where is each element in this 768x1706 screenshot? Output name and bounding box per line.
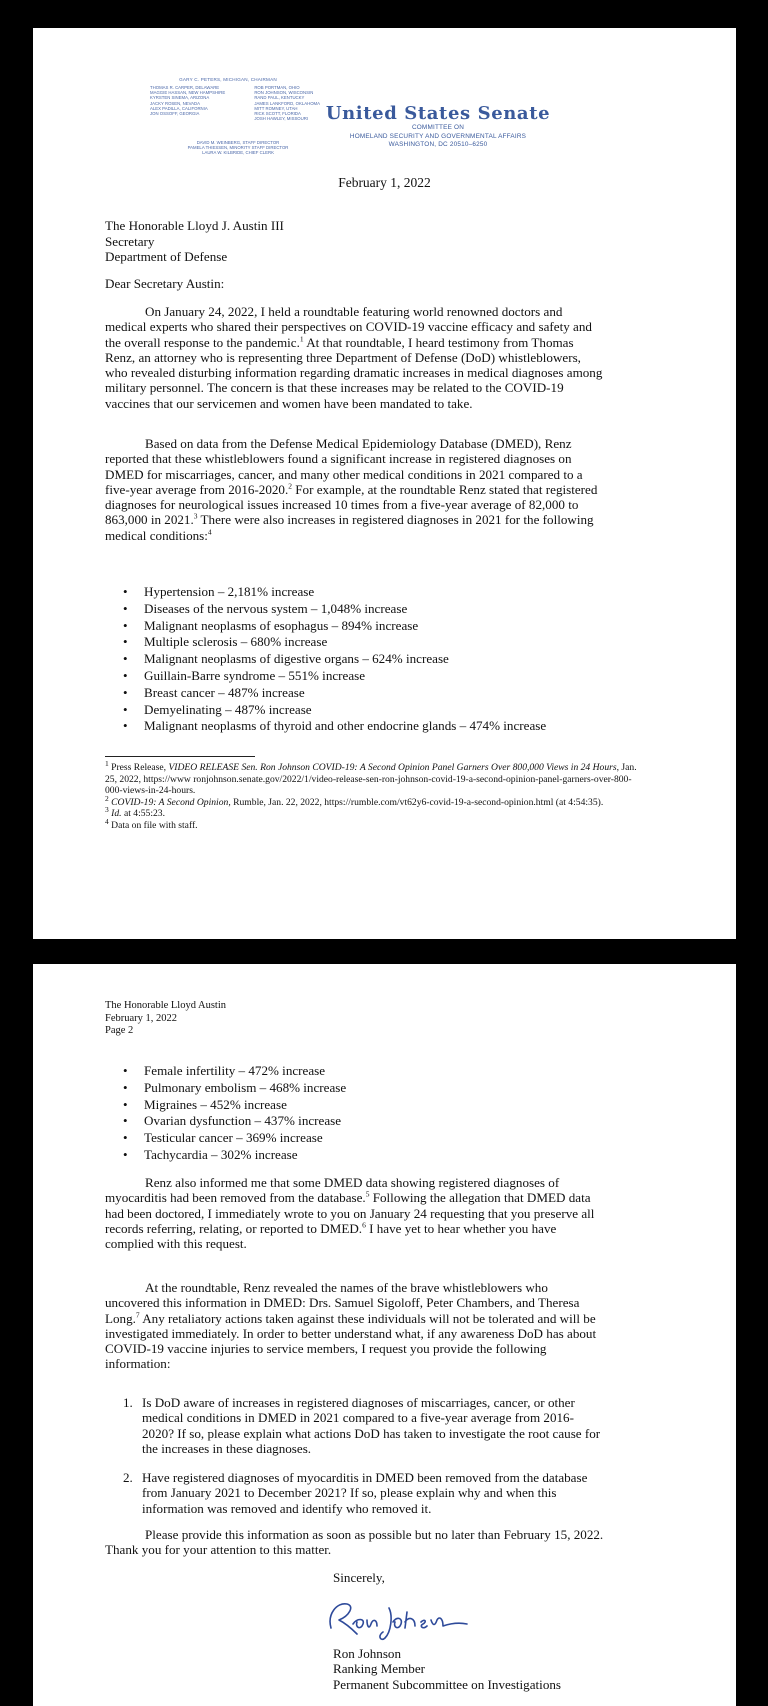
- member-name: THOMAS R. CARPER, DELAWARE: [150, 85, 220, 90]
- footnote-ref: 1: [299, 334, 304, 344]
- member-name: RAND PAUL, KENTUCKY: [254, 95, 305, 101]
- letterhead-members: [150, 85, 320, 121]
- condition-item: • Female infertility – 472% increase: [105, 1063, 346, 1080]
- header-page-number: Page 2: [105, 1025, 134, 1036]
- paragraph-1: [105, 304, 605, 411]
- letterhead-staff: [138, 140, 338, 156]
- senate-title: United States Senate: [325, 103, 551, 124]
- signer-name: Ron Johnson: [333, 1646, 402, 1661]
- text-run: Renz also informed me that some DMED data showing registered diagnoses of myocarditis had been removed from the database.: [105, 1175, 560, 1206]
- text-run: Any retaliatory actions taken against these individuals will not be tolerated and will be investigated immediately. In order to better understand what, if any awareness DoD has about COVID-19 vaccine injuries to service members, I request you provide the following information:: [105, 1310, 597, 1372]
- text-run: For example, at the roundtable Renz stated that registered diagnoses for neurological issues increased 10 times from a five-year average of 82,000 to 863,000 in 2021.: [105, 481, 598, 528]
- member-name: JOSH HAWLEY, MISSOURI: [254, 116, 309, 122]
- text-run: There were also increases in registered diagnoses in 2021 for the following medical conditions:: [105, 512, 594, 543]
- signature-block: [333, 1646, 561, 1692]
- question-number: 1.: [123, 1395, 133, 1410]
- staff-line: LAURA W. KILBRIDE, CHIEF CLERK: [202, 150, 274, 156]
- paragraph-5: Please provide this information as soon as possible but no later than February 15, 2022. Thank you for your attention to this matter.: [105, 1527, 604, 1558]
- question-item: [105, 1395, 605, 1456]
- header-name: The Honorable Lloyd Austin: [105, 1000, 227, 1011]
- member-name: JAMES LANKFORD, OKLAHOMA: [254, 100, 320, 106]
- condition-item: • Testicular cancer – 369% increase: [105, 1130, 346, 1147]
- text-run: COVID-19: A Second Opinion: [111, 796, 229, 808]
- text-run: Press Release,: [108, 762, 169, 773]
- condition-item: • Migraines – 452% increase: [105, 1097, 346, 1114]
- senate-letterhead: [323, 103, 553, 150]
- letter-page-2: [33, 964, 736, 1706]
- footnote-ref: 5: [365, 1189, 370, 1199]
- member-name: JACKY ROSEN, NEVADA: [150, 100, 200, 106]
- member-name: MITT ROMNEY, UTAH: [254, 105, 298, 111]
- question-number: 2.: [123, 1470, 133, 1485]
- text-run: at 4:55:23.: [121, 808, 165, 820]
- member-name: JON OSSOFF, GEORGIA: [150, 111, 200, 117]
- condition-item: • Diseases of the nervous system – 1,048% increase: [105, 601, 546, 618]
- footnotes: [105, 758, 645, 832]
- letter-date: February 1, 2022: [338, 175, 431, 190]
- text-run: Data on file with staff.: [108, 819, 198, 831]
- salutation: Dear Secretary Austin:: [105, 276, 225, 291]
- footnote-link[interactable]: , Jan. 25, 2022, https://www ronjohnson.senate.gov/2022/1/video-release-sen-ron-johnson-covid-19-a-second-opinion-panel-garners-over-800-000-views-in-24-hours.: [105, 762, 637, 797]
- members-right-column: [254, 85, 320, 121]
- paragraph-2: [105, 436, 605, 543]
- addressee-block: [105, 218, 284, 265]
- addressee-title: Secretary: [105, 233, 155, 249]
- member-name: ROB PORTMAN, OHIO: [254, 85, 300, 90]
- footnote-number: 2: [105, 793, 109, 803]
- footnote-4: [105, 816, 645, 832]
- closing: Sincerely,: [333, 1570, 385, 1585]
- condition-item: • Ovarian dysfunction – 437% increase: [105, 1113, 346, 1130]
- condition-item: • Hypertension – 2,181% increase: [105, 584, 546, 601]
- text-run: I have yet to hear whether you have complied with this request.: [105, 1220, 557, 1252]
- signature-image: [323, 1594, 473, 1644]
- question-text: Have registered diagnoses of myocarditis in DMED been removed from the database from January 2021 to December 2021? If so, please explain why and when this information was removed and identify who removed it.: [142, 1470, 588, 1516]
- page-2-header: [105, 1000, 226, 1038]
- signer-committee: Permanent Subcommittee on Investigations: [333, 1676, 562, 1692]
- text-run: On January 24, 2022, I held a roundtable featuring world renowned doctors and medical experts who shared their perspectives on COVID-19 vaccine efficacy and safety and the overall response to the pandemic.: [105, 304, 592, 350]
- footnote-1: [105, 758, 645, 797]
- footnote-number: 1: [105, 758, 109, 768]
- addressee-name: The Honorable Lloyd J. Austin III: [105, 218, 284, 233]
- footnote-ref: 4: [207, 527, 212, 537]
- header-date: February 1, 2022: [105, 1012, 178, 1024]
- footnote-link[interactable]: , Rumble, Jan. 22, 2022, https://rumble.com/vt62y6-covid-19-a-second-opinion.html (at 4:54:35).: [228, 796, 604, 808]
- footnote-ref: 3: [193, 512, 198, 522]
- condition-item: • Demyelinating – 487% increase: [105, 702, 546, 719]
- question-1: [105, 1395, 605, 1456]
- signer-title: Ranking Member: [333, 1661, 426, 1677]
- text-run: At that roundtable, I heard testimony from Thomas Renz, an attorney who is representing three Department of Defense (DoD) whistleblowers, who revealed disturbing information regarding dramatic increases in medical diagnoses among military personnel. The concern is that these increases may be related to the COVID-19 vaccines that our servicemen and women have been mandated to take.: [105, 334, 603, 411]
- member-name: ALEX PADILLA, CALIFORNIA: [150, 105, 208, 111]
- member-name: RICK SCOTT, FLORIDA: [254, 111, 301, 117]
- text-run: VIDEO RELEASE Sen. Ron Johnson COVID-19: A Second Opinion Panel Garners Over 800,000 Views in 24 Hours: [168, 762, 617, 773]
- member-name: KYRSTEN SINEMA, ARIZONA: [150, 95, 210, 101]
- text-run: Id.: [111, 808, 122, 820]
- paragraph-3: [105, 1175, 605, 1251]
- committee-line: WASHINGTON, DC 20510–6250: [388, 141, 488, 149]
- condition-item: • Malignant neoplasms of thyroid and other endocrine glands – 474% increase: [105, 718, 546, 735]
- text-run: Based on data from the Defense Medical Epidemiology Database (DMED), Renz reported that these whistleblowers found a significant increase in registered diagnoses on DMED for miscarriages, cancer, and many other medical conditions in 2021 compared to a five-year average from 2016-2020.: [105, 436, 583, 497]
- question-2: [105, 1470, 605, 1516]
- question-text: Is DoD aware of increases in registered diagnoses of miscarriages, cancer, or other medical conditions in DMED in 2021 compared to a five-year average from 2016-2020? If so, please explain what actions DoD has taken to investigate the root cause for the increases in these diagnoses.: [142, 1395, 601, 1456]
- footnote-ref: 6: [362, 1220, 366, 1230]
- footnote-ref: 2: [288, 481, 292, 491]
- footnote-2: [105, 793, 645, 809]
- footnote-ref: 7: [135, 1310, 140, 1320]
- footnote-3: [105, 805, 645, 820]
- condition-item: • Guillain-Barre syndrome – 551% increase: [105, 668, 546, 685]
- addressee-department: Department of Defense: [105, 249, 228, 265]
- members-left-column: [150, 85, 225, 121]
- conditions-list-page-1: [105, 584, 546, 735]
- text-run: At the roundtable, Renz revealed the names of the brave whistleblowers who uncovered this information in DMED: Drs. Samuel Sigoloff, Peter Chambers, and Theresa Long.: [105, 1280, 580, 1326]
- condition-item: • Tachycardia – 302% increase: [105, 1147, 346, 1164]
- condition-item: • Multiple sclerosis – 680% increase: [105, 634, 546, 651]
- conditions-list-page-2: [105, 1063, 346, 1164]
- letterhead-chairman: GARY C. PETERS, MICHIGAN, CHAIRMAN: [179, 77, 277, 82]
- staff-line: DAVID M. WEINBERG, STAFF DIRECTOR: [196, 140, 280, 145]
- committee-line: HOMELAND SECURITY AND GOVERNMENTAL AFFAIRS: [349, 132, 527, 140]
- staff-line: PAMELA THIESSEN, MINORITY STAFF DIRECTOR: [187, 145, 289, 151]
- letter-page-1: [33, 28, 736, 939]
- condition-item: • Pulmonary embolism – 468% increase: [105, 1080, 346, 1097]
- member-name: RON JOHNSON, WISCONSIN: [254, 90, 314, 96]
- footnote-divider: [105, 756, 255, 757]
- footnote-number: 3: [105, 805, 109, 815]
- committee-line: COMMITTEE ON: [411, 124, 465, 131]
- paragraph-4: [105, 1280, 605, 1372]
- question-item: [105, 1470, 605, 1516]
- member-name: MAGGIE HASSAN, NEW HAMPSHIRE: [150, 90, 226, 96]
- condition-item: • Malignant neoplasms of digestive organs – 624% increase: [105, 651, 546, 668]
- text-run: Following the allegation that DMED data had been doctored, I immediately wrote to you on January 24 requesting that you preserve all records referring, relating, or reported to DMED.: [105, 1190, 595, 1236]
- condition-item: • Malignant neoplasms of esophagus – 894% increase: [105, 618, 546, 635]
- footnote-number: 4: [105, 816, 109, 826]
- condition-item: • Breast cancer – 487% increase: [105, 685, 546, 702]
